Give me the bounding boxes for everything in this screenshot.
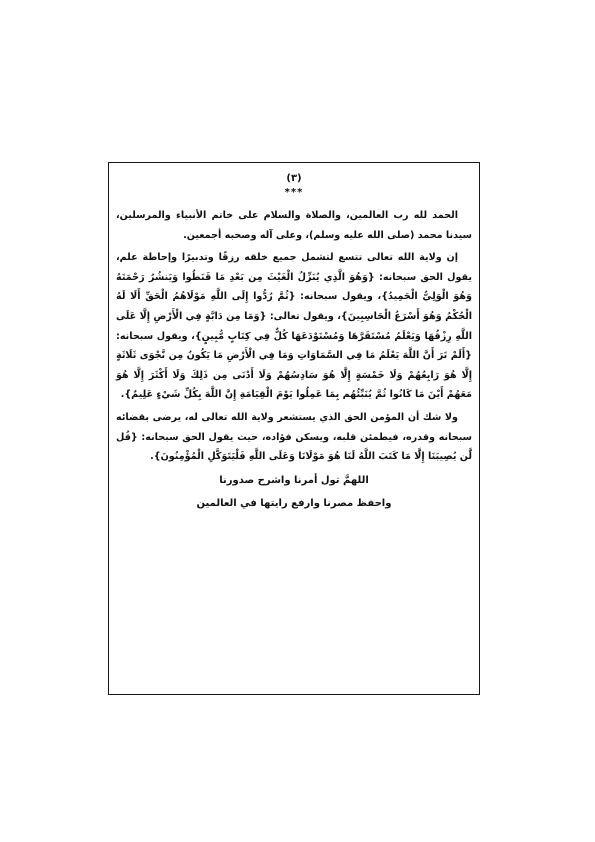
prayer-line: واحفظ مصرنا وارفع رايتها في العالمين <box>196 497 392 509</box>
paragraph-divine-guardianship: إن ولاية الله تعالى تتسع لتشمل جميع خلقه رزقًا وتدبيرًا وإحاطة علم، يقول الحق سبحانه: {وَهُوَ الَّذِي يُنَزِّلُ الْغَيْثَ مِن بَعْدِ مَا قَنَطُوا وَيَنشُرُ رَحْمَتَهُ وَهُوَ الْوَلِيُّ الْحَمِيدُ}، ويقول سبحانه: {ثُمَّ رُدُّوا إِلَى اللَّهِ مَوْلَاهُمُ الْحَقِّ أَلَا لَهُ الْحُكْمُ وَهُوَ أَسْرَعُ الْحَاسِبِينَ}، ويقول تعالى: {وَمَا مِن دَابَّةٍ فِي الْأَرْضِ إِلَّا عَلَى اللَّهِ رِزْقُهَا وَيَعْلَمُ مُسْتَقَرَّهَا وَمُسْتَوْدَعَهَا كُلٌّ فِي كِتَابٍ مُّبِينٍ}، ويقول سبحانه: {أَلَمْ تَرَ أَنَّ اللَّهَ يَعْلَمُ مَا فِي السَّمَاوَاتِ وَمَا فِي الْأَرْضِ مَا يَكُونُ مِن نَّجْوَى ثَلَاثَةٍ إِلَّا هُوَ رَابِعُهُمْ وَلَا خَمْسَةٍ إِلَّا هُوَ سَادِسُهُمْ وَلَا أَدْنَى مِن ذَلِكَ وَلَا أَكْثَرَ إِلَّا هُوَ مَعَهُمْ أَيْنَ مَا كَانُوا ثُمَّ يُنَبِّئُهُم بِمَا عَمِلُوا يَوْمَ الْقِيَامَةِ إِنَّ اللَّهَ بِكُلِّ شَيْءٍ عَلِيمٌ}. <box>116 252 472 401</box>
prayer-line: اللهمَّ تول أمرنا واشرح صدورنا <box>219 474 369 486</box>
paragraph-opening: الحمد لله رب العالمين، والصلاة والسلام على خاتم الأنبياء والمرسلين، سيدنا محمد (صلى الله عليه وسلم)، وعلى آله وصحبه أجمعين. <box>116 210 472 241</box>
paragraph-believer-contentment: ولا شك أن المؤمن الحق الذي يستشعر ولاية الله تعالى له، يرضى بقضائه سبحانه وقدره، فيطمئن قلبه، ويسكن فؤاده، حيث يقول الحق سبحانه: {قُل لَّن يُصِيبَنَا إِلَّا مَا كَتَبَ اللَّهُ لَنَا هُوَ مَوْلَانَا وَعَلَى اللَّهِ فَلْيَتَوَكَّلِ الْمُؤْمِنُونَ}. <box>116 411 472 463</box>
document-body <box>116 172 472 514</box>
page-number: (٣) <box>286 173 302 184</box>
section-separator: *** <box>284 187 304 198</box>
